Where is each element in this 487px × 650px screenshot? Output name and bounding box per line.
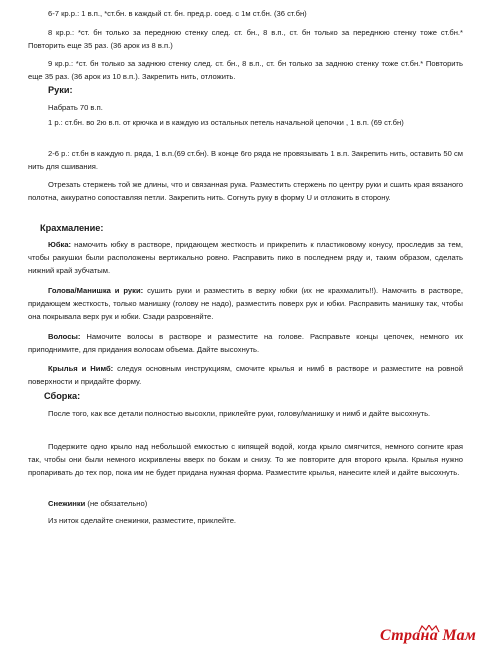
hair-text: Намочите волосы в растворе и разместите на голове. Расправьте концы цепочек, немного их приподнимите, для придания волосам объема. Дайте высохнуть.	[28, 332, 463, 354]
wings-halo-label: Крылья и Нимб:	[48, 364, 114, 373]
heading-assembly: Сборка:	[44, 391, 81, 401]
paragraph-hair	[28, 330, 463, 356]
skirt-text: намочить юбку в растворе, придающем жесткость и прикрепить к пластиковому конусу, проследив за тем, чтобы ракушки были расположены вертикально ровно. Расправить пико в последнем ряду и, таким образом, сделать нижний край зубчатым.	[28, 240, 463, 275]
wings-halo-text: следуя основным инструкциям, смочите крылья и нимб в растворе и разместите на ровной поверхности и придайте форму.	[28, 364, 463, 386]
paragraph-row-9: 9 кр.р.: *ст. бн только за заднюю стенку след. ст. бн., 8 в.п., ст. бн только за заднюю стенку тоже ст.бн.* Повторить еще 35 раз. (36 арок из 10 в.п.). Закрепить нить, отложить.	[28, 59, 463, 81]
paragraph-skirt	[28, 238, 463, 277]
watermark-text: Страна Мам	[380, 627, 477, 644]
head-collar-label: Голова/Манишка и руки:	[48, 286, 144, 295]
paragraph-snowflakes: Из ниток сделайте снежинки, разместите, приклейте.	[48, 516, 237, 525]
paragraph-snowflakes-title	[28, 497, 463, 510]
paragraph-wings-halo	[28, 362, 463, 388]
snowflakes-label: Снежинки	[48, 499, 86, 508]
heading-arms: Руки:	[48, 85, 73, 95]
paragraph-arms-rod: Отрезать стержень той же длины, что и связанная рука. Разместить стержень по центру руки и сшить края вязаного полотна, аккуратно сопоставляя петли. Закрепить нить. Согнуть руку в форму U и отложить в сторону.	[28, 180, 463, 202]
paragraph-row-8: 8 кр.р.: *ст. бн только за переднюю стенку след. ст. бн., 8 в.п., ст. бн только за переднюю стенку тоже ст.бн.* Повторить еще 35 раз. (36 арок из 8 в.п.)	[28, 28, 463, 50]
head-collar-text: сушить руки и разместить в верху юбки (их не крахмалить!!). Намочить в растворе, придающем жесткость, только манишку (голову не надо), разместить поверх рук и юбки. Расправить манишку так, чтобы она покрывала верх рук и юбки. Сзади разровняйте.	[28, 286, 463, 321]
snowflakes-note: (не обязательно)	[85, 499, 148, 508]
paragraph-row-6-7: 6-7 кр.р.: 1 в.п., *ст.бн. в каждый ст. бн. пред.р. соед. с 1м ст.бн. (36 ст.бн)	[48, 9, 307, 18]
paragraph-assembly-wings: Подержите одно крыло над небольшой емкостью с кипящей водой, когда крыло смягчится, немного согните края так, чтобы они были немного искривлены вверх по бокам и снизу. То же повторите для второго крыла. Крылья нужно пропаривать до тех пор, пока им не будет придана нужная форма. Разместите крылья, нанесите клей и дайте высохнуть.	[28, 442, 463, 477]
paragraph-arms-row-1: 1 р.: ст.бн. во 2ю в.п. от крючка и в каждую из остальных петель начальной цепочки , 1 в.п. (69 ст.бн)	[48, 118, 404, 127]
paragraph-arms-rows-2-6: 2-6 р.: ст.бн в каждую п. ряда, 1 в.п.(69 ст.бн). В конце 6го ряда не провязывать 1 в.п. Закрепить нить, оставить 50 см нить для сшивания.	[28, 149, 463, 171]
paragraph-assembly-glue: После того, как все детали полностью высохли, приклейте руки, голову/манишку и нимб и дайте высохнуть.	[48, 409, 431, 418]
paragraph-arms-cast-on: Набрать 70 в.п.	[48, 103, 103, 112]
heading-starching: Крахмаление:	[40, 223, 104, 233]
paragraph-head-collar	[28, 284, 463, 323]
strana-mam-logo	[380, 625, 485, 647]
hair-label: Волосы:	[48, 332, 81, 341]
skirt-label: Юбка:	[48, 240, 72, 249]
